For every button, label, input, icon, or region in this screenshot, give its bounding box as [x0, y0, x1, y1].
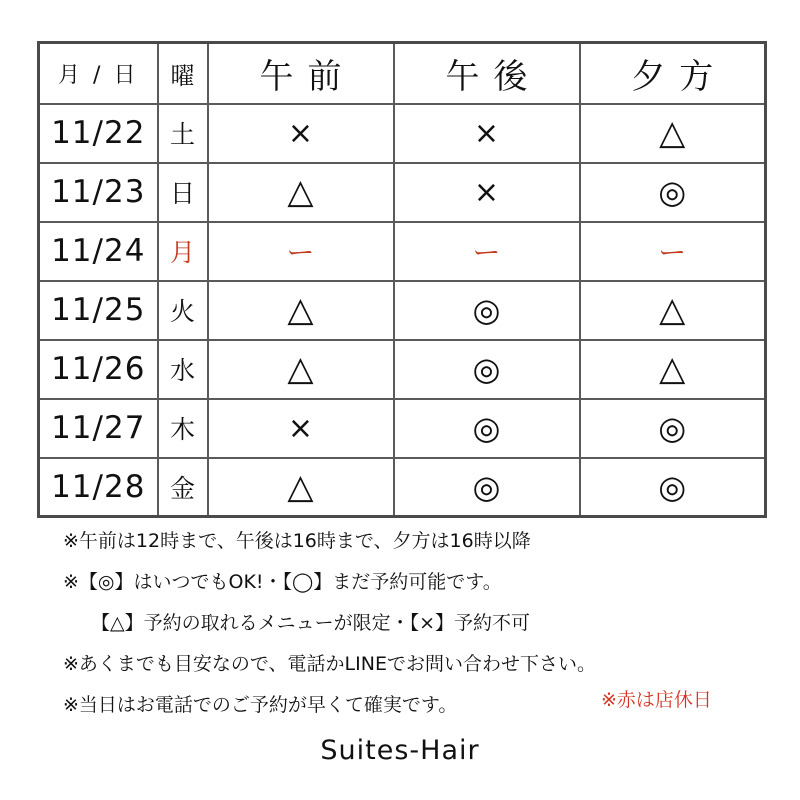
table-header-row — [39, 43, 766, 104]
brand-name: Suites-Hair — [320, 735, 480, 766]
availability-afternoon-cell: ◎ — [394, 281, 580, 340]
day-of-week-cell: 日 — [158, 163, 208, 222]
availability-morning-cell: △ — [208, 163, 394, 222]
header-date: 月 / 日 — [39, 43, 158, 104]
note-same-day: ※当日はお電話でのご予約が早くて確実です。 — [63, 694, 458, 716]
availability-morning-cell: × — [208, 104, 394, 163]
date-cell: 11/23 — [39, 163, 158, 222]
availability-morning-cell: △ — [208, 340, 394, 399]
availability-afternoon-cell: ◎ — [394, 458, 580, 517]
date-cell: 11/22 — [39, 104, 158, 163]
note-legend-ok: ※【◎】はいつでもOK!・【◯】まだ予約可能です。 — [63, 571, 502, 593]
table-row — [39, 340, 766, 399]
table-row — [39, 458, 766, 517]
availability-evening-cell: ◎ — [580, 458, 766, 517]
availability-morning-cell: △ — [208, 281, 394, 340]
table-row — [39, 222, 766, 281]
availability-morning-cell: × — [208, 399, 394, 458]
date-cell: 11/24 — [39, 222, 158, 281]
day-of-week-cell: 水 — [158, 340, 208, 399]
availability-afternoon-cell: ◎ — [394, 340, 580, 399]
availability-afternoon-cell: ー — [394, 222, 580, 281]
header-day-of-week: 曜 — [158, 43, 208, 104]
header-morning: 午前 — [208, 43, 394, 104]
note-contact: ※あくまでも目安なので、電話かLINEでお問い合わせ下さい。 — [63, 653, 596, 675]
availability-evening-cell: ー — [580, 222, 766, 281]
availability-evening-cell: ◎ — [580, 163, 766, 222]
day-of-week-cell: 火 — [158, 281, 208, 340]
availability-evening-cell: △ — [580, 281, 766, 340]
availability-afternoon-cell: × — [394, 163, 580, 222]
note-legend-limited: 【△】予約の取れるメニューが限定・【×】予約不可 — [91, 612, 531, 634]
availability-afternoon-cell: ◎ — [394, 399, 580, 458]
table-row — [39, 104, 766, 163]
table-row — [39, 281, 766, 340]
reservation-schedule-table — [37, 41, 767, 518]
header-afternoon: 午後 — [394, 43, 580, 104]
day-of-week-cell: 金 — [158, 458, 208, 517]
table-row — [39, 399, 766, 458]
availability-evening-cell: △ — [580, 340, 766, 399]
header-evening: 夕方 — [580, 43, 766, 104]
availability-evening-cell: ◎ — [580, 399, 766, 458]
date-cell: 11/27 — [39, 399, 158, 458]
holiday-note: ※赤は店休日 — [601, 689, 712, 711]
day-of-week-cell: 月 — [158, 222, 208, 281]
date-cell: 11/25 — [39, 281, 158, 340]
availability-morning-cell: △ — [208, 458, 394, 517]
day-of-week-cell: 土 — [158, 104, 208, 163]
availability-evening-cell: △ — [580, 104, 766, 163]
availability-afternoon-cell: × — [394, 104, 580, 163]
date-cell: 11/28 — [39, 458, 158, 517]
day-of-week-cell: 木 — [158, 399, 208, 458]
note-hours: ※午前は12時まで、午後は16時まで、夕方は16時以降 — [63, 530, 531, 552]
table-row — [39, 163, 766, 222]
date-cell: 11/26 — [39, 340, 158, 399]
availability-morning-cell: ー — [208, 222, 394, 281]
